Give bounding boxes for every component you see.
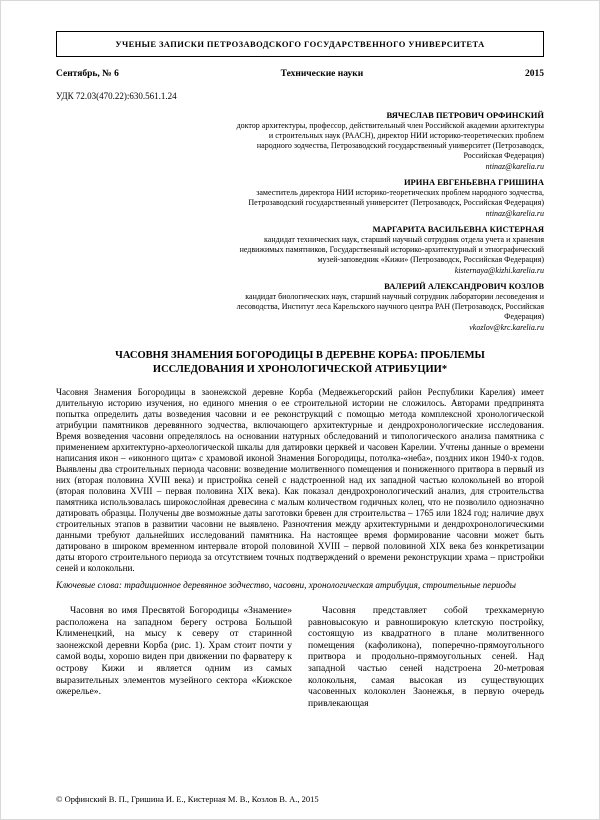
body-columns — [56, 605, 544, 709]
journal-title: УЧЕНЫЕ ЗАПИСКИ ПЕТРОЗАВОДСКОГО ГОСУДАРСТВЕННОГО УНИВЕРСИТЕТА — [115, 39, 485, 49]
author-affiliation: заместитель директора НИИ историко-теоретических проблем народного зодчества, Петрозаводский государственный университет (Петрозаводск, Российская Федерация) — [248, 188, 544, 207]
author-name: ИРИНА ЕВГЕНЬЕВНА ГРИШИНА — [403, 177, 544, 187]
author-affiliation: доктор архитектуры, профессор, действительный член Российской академии архитектуры и строительных наук (РААСН), директор НИИ историко-теоретических проблем народного зодчества, Петрозаводский государственный университет (Петрозаводск, Российская Федерация) — [236, 121, 544, 160]
author-email: ntinaz@karelia.ru — [485, 162, 544, 171]
journal-header — [56, 31, 544, 57]
author-email: kisternaya@kizhi.karelia.ru — [454, 266, 544, 275]
author-block — [236, 280, 544, 333]
keywords-label: Ключевые слова: — [56, 580, 122, 590]
copyright-footer: © Орфинский В. П., Гришина И. Е., Кистерная М. В., Козлов В. А., 2015 — [56, 794, 319, 804]
author-name: ВЯЧЕСЛАВ ПЕТРОВИЧ ОРФИНСКИЙ — [386, 110, 544, 120]
author-affiliation: кандидат биологических наук, старший научный сотрудник лаборатории лесоведения и лесоводства, Институт леса Карельского научного центра РАН (Петрозаводск, Российская Федерация) — [236, 292, 544, 321]
abstract-text: Часовня Знамения Богородицы в заонежской деревне Корба (Медвежьегорский район Республики Карелия) имеет длительную историю изучения, но единого мнения о ее строительной истории не сложилось. Авторами предпринята попытка определить даты возведения часовни и ее реконструкций с помощью метода комплексной хронологической атрибуции памятников деревянного зодчества, включающего архитектурные и дендрохронологические исследования. Время возведения часовни определялось на основании натурных обследований и типологического анализа памятника с применением архитектурно-археологической шкалы для датировки церквей и часовен Карелии. Учтены данные о времени написания икон – «иконного щита» с храмовой иконой Знамения Богородицы, потолка-«неба», поздних икон 1940-х годов. Выявлены два строительных периода часовни: возведение молитвенного помещения и пониженного притвора в первый из них (вторая половина XVIII века) и пристройка сеней с надстроенной над их западной частью колокольней во второй (вторая половина XVIII – первая половина XIX века). Как показал дендрохронологический анализ, для строительства памятника использовалась широкослойная древесина с малым количеством годичных колец, что не позволило однозначно датировать образцы. Получены две возможные даты заготовки бревен для строительства – 1765 или 1824 год; наличие двух строительных этапов в развитии часовни не выявлено. Разночтения между архитектурными и дендрохронологическими данными требуют дальнейших исследований памятника. На настоящее время формирование часовни может быть датировано в широком временном интервале второй половиной XVIII – первой половиной XIX века без конкретизации даты второго строительного периода за отсутствием точных подтверждений о времени реконструкции храма – пристройки сеней и колокольни. — [56, 387, 544, 573]
issue-row — [56, 69, 544, 79]
author-name: ВАЛЕРИЙ АЛЕКСАНДРОВИЧ КОЗЛОВ — [384, 281, 544, 291]
author-email: ntinaz@karelia.ru — [485, 209, 544, 218]
keywords-list: традиционное деревянное зодчество, часовни, хронологическая атрибуция, строительные периоды — [124, 580, 516, 590]
authors-block — [236, 109, 544, 333]
right-column: Часовня представляет собой трехкамерную равновысокую и равноширокую клетскую постройку, состоящую из квадратного в плане молитвенного помещения (кафоликона), поперечно-прямоугольного притвора и продольно-прямоугольных сеней. Над западной частью сеней надстроена 20-метровая колокольня, самая высокая из существующих часовенных колоколен Заонежья, в первую очередь привлекающая — [308, 605, 544, 709]
issue-date: Сентябрь, № 6 — [56, 69, 119, 79]
author-name: МАРГАРИТА ВАСИЛЬЕВНА КИСТЕРНАЯ — [372, 224, 544, 234]
udc-code: УДК 72.03(470.22):630.561.1.24 — [56, 91, 177, 101]
article-title: ЧАСОВНЯ ЗНАМЕНИЯ БОГОРОДИЦЫ В ДЕРЕВНЕ КОРБА: ПРОБЛЕМЫ ИССЛЕДОВАНИЯ И ХРОНОЛОГИЧЕСКОЙ АТРИБУЦИИ* — [115, 350, 485, 375]
keywords-line — [56, 580, 544, 591]
author-affiliation: кандидат технических наук, старший научный сотрудник отдела учета и хранения недвижимых памятников, Государственный историко-архитектурный и этнографический музей-заповедник «Кижи» (Петрозаводск, Российская Федерация) — [239, 235, 544, 264]
author-email: vkozlov@krc.karelia.ru — [469, 323, 544, 332]
author-block — [236, 223, 544, 276]
author-block — [236, 176, 544, 219]
section-name: Технические науки — [280, 69, 364, 79]
author-block — [236, 109, 544, 172]
left-column: Часовня во имя Пресвятой Богородицы «Знамение» расположена на западном берегу острова Большой Клименецкий, на мысу к северу от старинной заонежской деревни Корба (рис. 1). Храм стоит почти у самой воды, хорошо виден при движении по фарватеру к острову Кижи и является одним из самых выразительных элементов музейного сектора «Кижское ожерелье». — [56, 605, 292, 698]
issue-year: 2015 — [524, 69, 544, 79]
